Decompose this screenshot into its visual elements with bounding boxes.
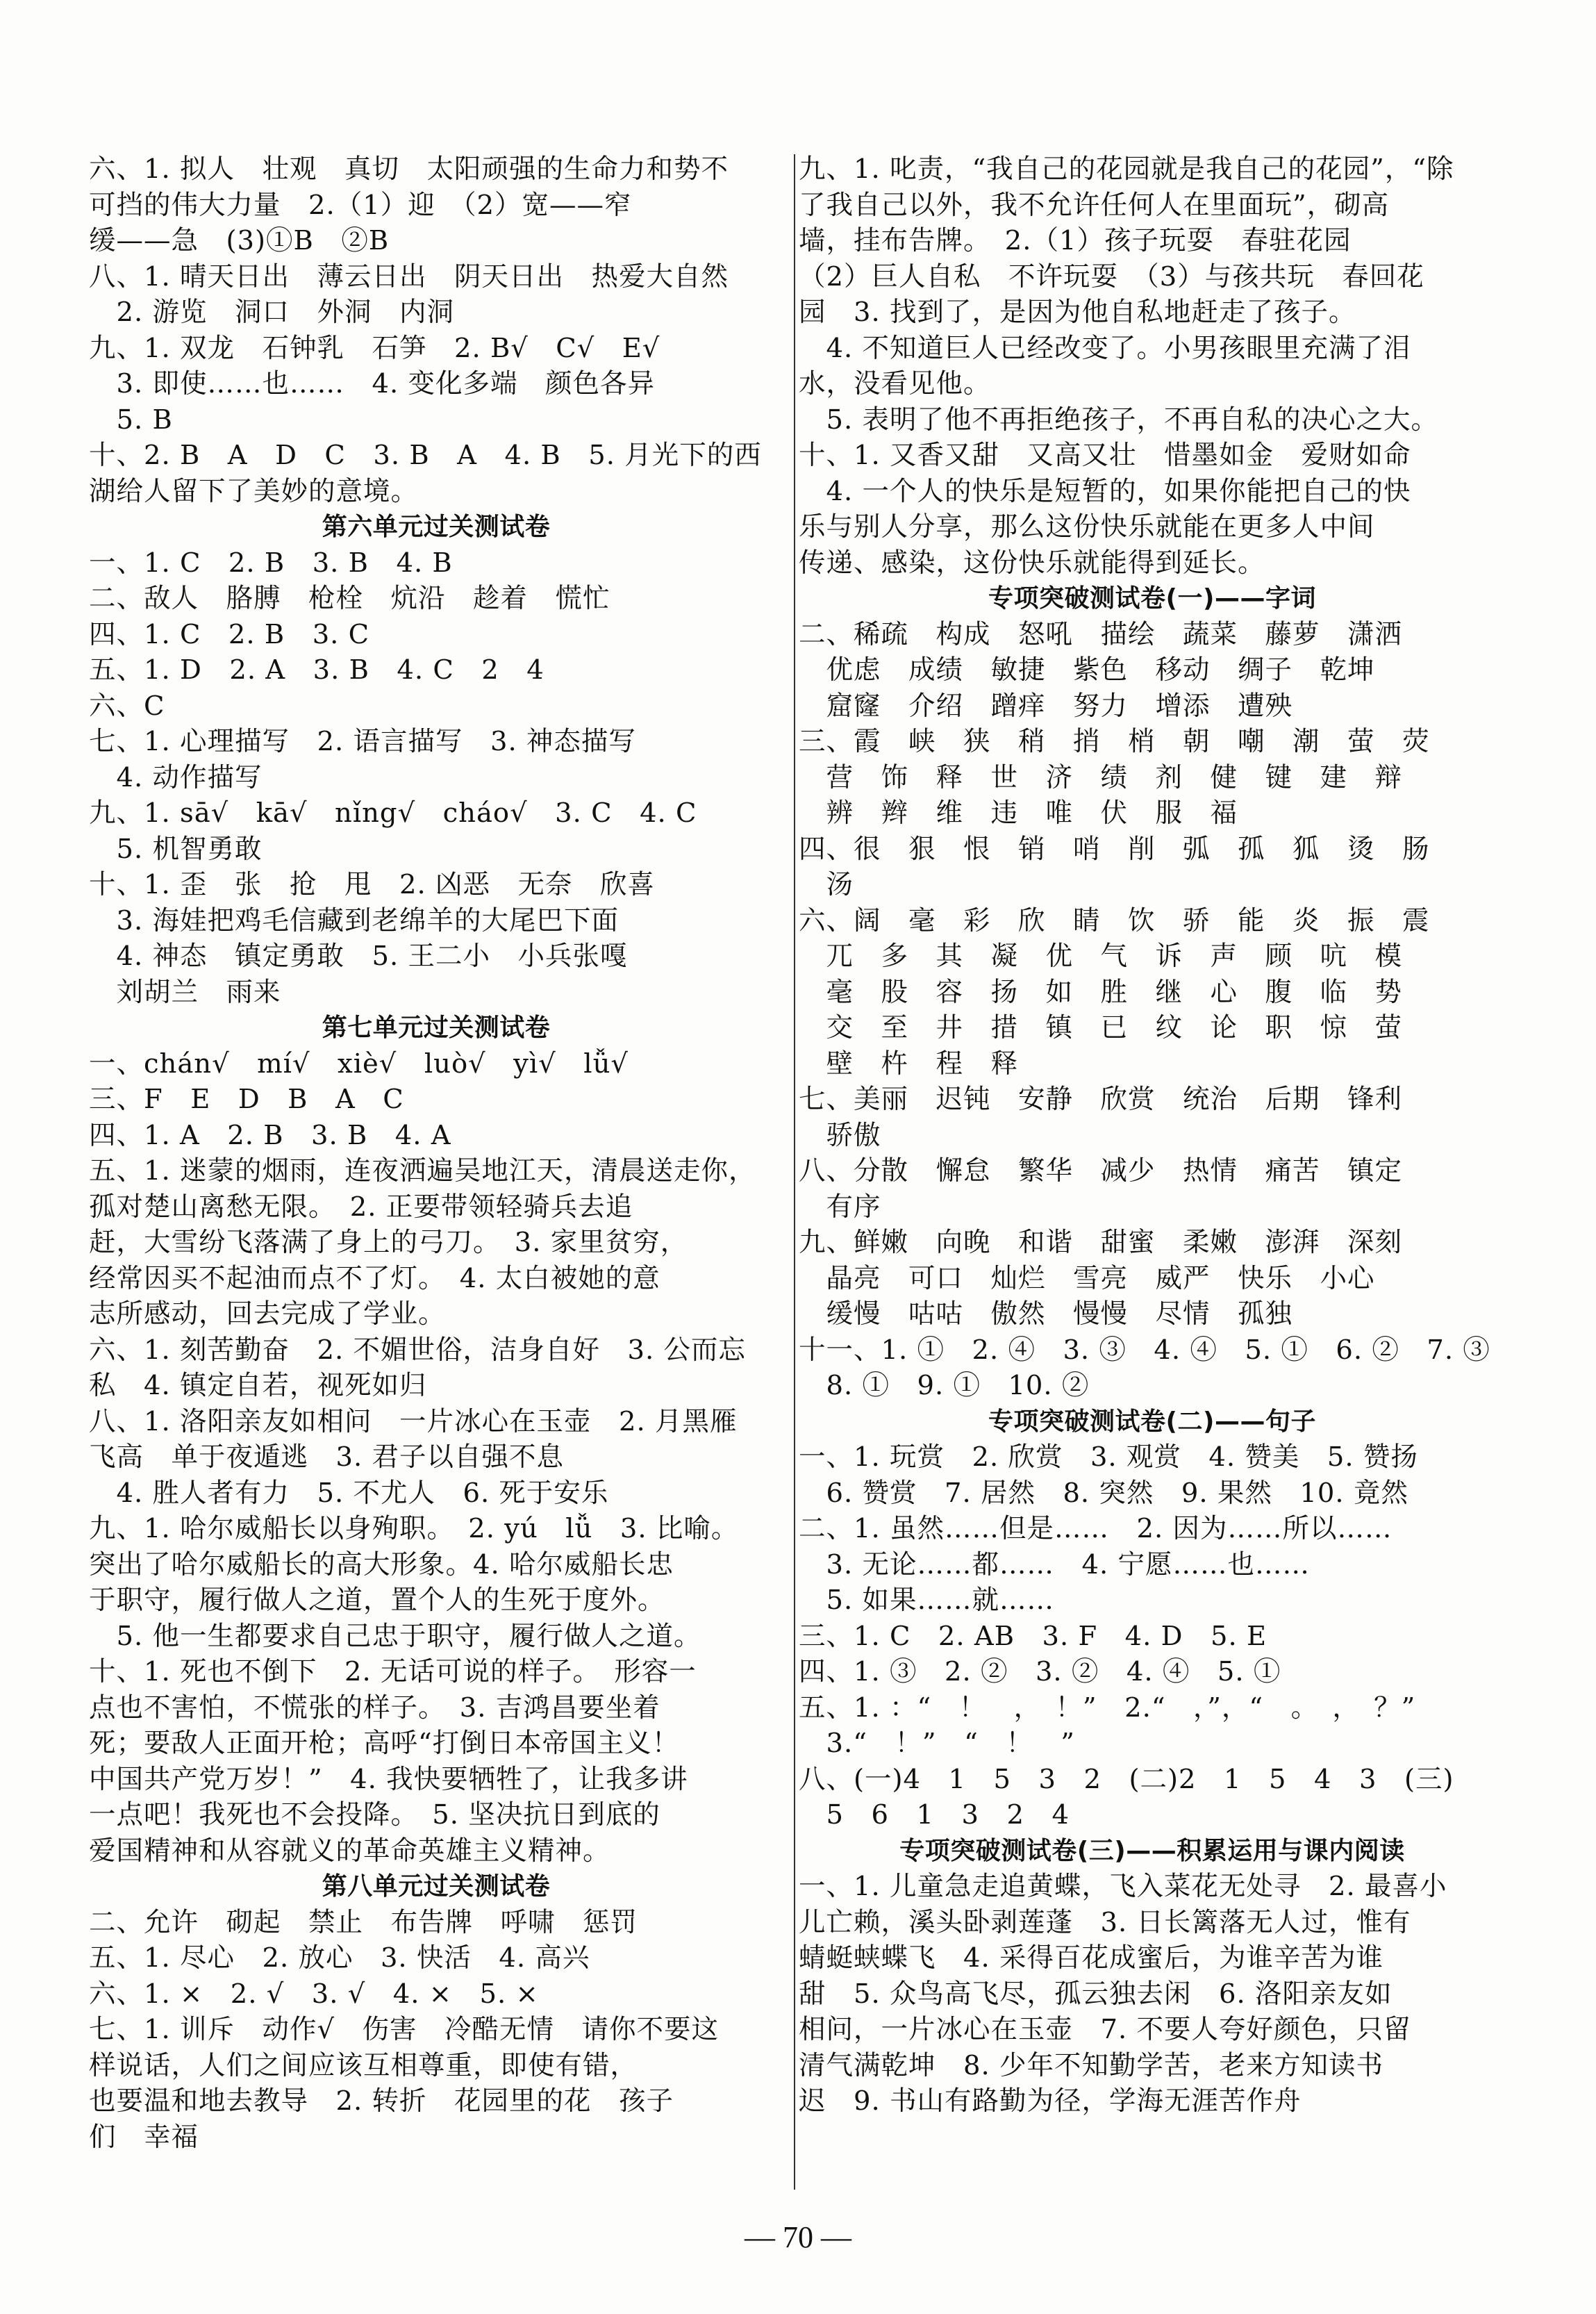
answer-line: 4. 胜人者有力 5. 不尤人 6. 死于安乐 (89, 1477, 609, 1509)
answer-line: 志所感动，回去完成了学业。 (89, 1298, 446, 1330)
answer-line: 窟窿 介绍 蹭痒 努力 增添 遭殃 (799, 690, 1293, 722)
answer-line: 样说话，人们之间应该互相尊重，即使有错， (89, 2049, 638, 2081)
answer-line: 相问，一片冰心在玉壶 7. 不要人夸好颜色，只留 (799, 2014, 1411, 2045)
answer-line: 经常因买不起油而点不了灯。 4. 太白被她的意 (89, 1262, 660, 1294)
answer-line: 5. 机智勇敢 (89, 833, 263, 865)
answer-line: 六、1. 拟人 壮观 真切 太阳顽强的生命力和势不 (89, 154, 729, 185)
answer-line: 突出了哈尔威船长的高大形象。4. 哈尔威船长忠 (89, 1548, 674, 1580)
answer-line: 三、霞 峡 狭 稍 捎 梢 朝 嘲 潮 萤 荧 (799, 726, 1430, 757)
page-number: — 70 — (745, 2220, 851, 2254)
answer-line: 一、1. 玩赏 2. 欣赏 3. 观赏 4. 赞美 5. 赞扬 (799, 1441, 1418, 1473)
answer-line: 九、1. sā√ kā√ nǐng√ cháo√ 3. C 4. C (89, 797, 697, 829)
answer-line: 优虑 成绩 敏捷 紫色 移动 绸子 乾坤 (799, 654, 1375, 686)
section-heading: 专项突破测试卷(三)——积累运用与课内阅读 (899, 1836, 1405, 1865)
answer-line: 4. 一个人的快乐是短暂的，如果你能把自己的快 (799, 475, 1411, 507)
answer-line: 晶亮 可口 灿烂 雪亮 威严 快乐 小心 (799, 1262, 1375, 1294)
answer-line: 8. ① 9. ① 10. ② (799, 1370, 1090, 1401)
section-heading: 第七单元过关测试卷 (322, 1014, 551, 1042)
answer-line: 6. 赞赏 7. 居然 8. 突然 9. 果然 10. 竟然 (799, 1477, 1408, 1509)
answer-line: 三、1. C 2. AB 3. F 4. D 5. E (799, 1620, 1267, 1652)
answer-line: 骄傲 (799, 1119, 881, 1151)
answer-line: 孤对楚山离愁无限。 2. 正要带领轻骑兵去追 (89, 1191, 633, 1223)
right-column (799, 151, 1506, 2119)
answer-line: 四、很 狠 恨 销 哨 削 弧 孤 狐 烫 肠 (799, 833, 1430, 865)
answer-line: 缓慢 咕咕 傲然 慢慢 尽情 孤独 (799, 1298, 1293, 1330)
answer-line: 二、允许 砌起 禁止 布告牌 呼啸 惩罚 (89, 1906, 638, 1938)
answer-line: 八、(一)4 1 5 3 2 (二)2 1 5 4 3 (三) (799, 1763, 1454, 1795)
answer-line: 九、1. 双龙 石钟乳 石笋 2. B√ C√ E√ (89, 332, 660, 364)
answer-line: 中国共产党万岁！” 4. 我快要牺牲了，让我多讲 (89, 1763, 688, 1795)
answer-line: 十、1. 又香又甜 又高又壮 惜墨如金 爱财如命 (799, 440, 1411, 471)
answer-line: （2）巨人自私 不许玩耍 （3）与孩共玩 春回花 (799, 261, 1424, 292)
answer-line: 七、美丽 迟钝 安静 欣赏 统治 后期 锋利 (799, 1084, 1403, 1115)
answer-line: 交 至 井 措 镇 已 纹 论 职 惊 萤 (799, 1012, 1403, 1043)
answer-line: 七、1. 心理描写 2. 语言描写 3. 神态描写 (89, 726, 636, 757)
answer-line: 赶，大雪纷飞落满了身上的弓刀。 3. 家里贫穷， (89, 1227, 688, 1258)
answer-line: 壁 杵 程 释 (799, 1048, 1019, 1080)
answer-line: 四、1. A 2. B 3. B 4. A (89, 1119, 451, 1151)
answer-line: 五、1. ：“ ！ ， ！” 2.“ ，”，“ 。 ， ？” (799, 1692, 1416, 1724)
column-divider (794, 154, 795, 2190)
answer-line: 十、1. 歪 张 抢 甩 2. 凶恶 无奈 欣喜 (89, 869, 655, 900)
answer-line: 一、chán√ mí√ xiè√ luò√ yì√ lǚ√ (89, 1048, 629, 1080)
answer-line: 3.“ ！” “ ！ ” (799, 1728, 1075, 1759)
answer-line: 水，没看见他。 (799, 368, 991, 399)
answer-line: 二、敌人 胳膊 枪栓 炕沿 趁着 慌忙 (89, 583, 610, 614)
answer-line: 甜 5. 众鸟高飞尽，孤云独去闲 6. 洛阳亲友如 (799, 1978, 1393, 2010)
answer-line: 六、1. × 2. √ 3. √ 4. × 5. × (89, 1978, 539, 2010)
answer-line: 一、1. 儿童急走追黄蝶，飞入菜花无处寻 2. 最喜小 (799, 1871, 1447, 1902)
answer-line: 点也不害怕，不慌张的样子。 3. 吉鸿昌要坐着 (89, 1692, 660, 1724)
answer-line: 缓——急 (3)①B ②B (89, 225, 390, 256)
answer-line: 3. 海娃把鸡毛信藏到老绵羊的大尾巴下面 (89, 904, 619, 936)
answer-line: 六、阔 毫 彩 欣 睛 饮 骄 能 炎 振 震 (799, 904, 1430, 936)
answer-line: 六、1. 刻苦勤奋 2. 不媚世俗，洁身自好 3. 公而忘 (89, 1334, 746, 1366)
answer-line: 刘胡兰 雨来 (89, 976, 281, 1008)
section-heading: 第六单元过关测试卷 (322, 513, 551, 541)
answer-line: 们 幸福 (89, 2121, 199, 2153)
answer-line: 辨 辫 维 违 唯 伏 服 福 (799, 797, 1238, 829)
answer-line: 四、1. C 2. B 3. C (89, 618, 370, 650)
answer-line: 有序 (799, 1191, 881, 1223)
answer-line: 五、1. D 2. A 3. B 4. C 2 4 (89, 654, 545, 686)
answer-line: 一点吧！我死也不会投降。 5. 坚决抗日到底的 (89, 1799, 660, 1830)
answer-line: 5. B (89, 404, 173, 436)
answer-line: 九、1. 哈尔威船长以身殉职。 2. yú lǚ 3. 比喻。 (89, 1513, 739, 1544)
section-heading: 专项突破测试卷(一)——字词 (988, 584, 1316, 613)
answer-line: 二、1. 虽然……但是…… 2. 因为……所以…… (799, 1513, 1393, 1544)
answer-line: 5. 表明了他不再拒绝孩子，不再自私的决心之大。 (799, 404, 1438, 436)
answer-line: 四、1. ③ 2. ② 3. ② 4. ④ 5. ① (799, 1656, 1281, 1687)
answer-line: 也要温和地去教导 2. 转折 花园里的花 孩子 (89, 2085, 674, 2117)
answer-line: 蜻蜓蛱蝶飞 4. 采得百花成蜜后，为谁辛苦为谁 (799, 1942, 1383, 1974)
answer-line: 清气满乾坤 8. 少年不知勤学苦，老来方知读书 (799, 2049, 1383, 2081)
answer-line: 六、C (89, 690, 165, 722)
answer-line: 3. 无论……都…… 4. 宁愿……也…… (799, 1548, 1310, 1580)
answer-line: 八、1. 洛阳亲友如相问 一片冰心在玉壶 2. 月黑雁 (89, 1405, 738, 1437)
answer-line: 4. 不知道巨人已经改变了。小男孩眼里充满了泪 (799, 332, 1411, 364)
answer-line: 迟 9. 书山有路勤为径，学海无涯苦作舟 (799, 2085, 1302, 2117)
answer-line: 儿亡赖，溪头卧剥莲蓬 3. 日长篱落无人过，惟有 (799, 1906, 1411, 1938)
answer-line: 4. 动作描写 (89, 761, 263, 793)
answer-line: 湖给人留下了美妙的意境。 (89, 475, 419, 507)
answer-line: 于职守，履行做人之道，置个人的生死于度外。 (89, 1585, 665, 1616)
answer-line: 十一、1. ① 2. ④ 3. ③ 4. ④ 5. ① 6. ② 7. ③ (799, 1334, 1490, 1366)
answer-line: 毫 股 容 扬 如 胜 继 心 腹 临 势 (799, 976, 1403, 1008)
answer-line: 可挡的伟大力量 2.（1）迎 （2）宽——窄 (89, 189, 632, 221)
answer-line: 十、1. 死也不倒下 2. 无话可说的样子。 形容一 (89, 1656, 697, 1687)
answer-line: 5. 他一生都要求自己忠于职守，履行做人之道。 (89, 1620, 701, 1652)
answer-line: 兀 多 其 凝 优 气 诉 声 顾 吭 模 (799, 941, 1403, 972)
answer-line: 八、1. 晴天日出 薄云日出 阴天日出 热爱大自然 (89, 261, 729, 292)
left-column (89, 151, 783, 2155)
answer-line: 八、分散 懈怠 繁华 减少 热情 痛苦 镇定 (799, 1155, 1403, 1187)
answer-line: 3. 即使……也…… 4. 变化多端 颜色各异 (89, 368, 655, 399)
section-heading: 专项突破测试卷(二)——句子 (988, 1407, 1316, 1436)
answer-line: 营 饰 释 世 济 绩 剂 健 键 建 辩 (799, 761, 1403, 793)
answer-line: 死；要敌人正面开枪；高呼“打倒日本帝国主义！ (89, 1728, 680, 1759)
answer-line: 墙，挂布告牌。 2.（1）孩子玩耍 春驻花园 (799, 225, 1352, 256)
answer-line: 二、稀疏 构成 怒吼 描绘 蔬菜 藤萝 潇洒 (799, 618, 1403, 650)
answer-line: 五、1. 尽心 2. 放心 3. 快活 4. 高兴 (89, 1942, 590, 1974)
answer-line: 汤 (799, 869, 854, 900)
answer-line: 九、1. 叱责，“我自己的花园就是我自己的花园”，“除 (799, 154, 1454, 185)
answer-line: 十、2. B A D C 3. B A 4. B 5. 月光下的西 (89, 440, 762, 471)
answer-line: 4. 神态 镇定勇敢 5. 王二小 小兵张嘎 (89, 941, 628, 972)
answer-line: 园 3. 找到了，是因为他自私地赶走了孩子。 (799, 297, 1356, 328)
answer-line: 2. 游览 洞口 外洞 内洞 (89, 297, 454, 328)
section-heading: 第八单元过关测试卷 (322, 1872, 551, 1901)
answer-line: 九、鲜嫩 向晚 和谐 甜蜜 柔嫩 澎湃 深刻 (799, 1227, 1403, 1258)
answer-line: 乐与别人分享，那么这份快乐就能在更多人中间 (799, 511, 1375, 543)
answer-line: 一、1. C 2. B 3. B 4. B (89, 547, 453, 579)
answer-line: 爱国精神和从容就义的革命英雄主义精神。 (89, 1835, 610, 1867)
answer-line: 私 4. 镇定自若，视死如归 (89, 1370, 427, 1401)
answer-line: 七、1. 训斥 动作√ 伤害 冷酷无情 请你不要这 (89, 2014, 720, 2045)
answer-line: 5 6 1 3 2 4 (799, 1799, 1070, 1830)
answer-line: 三、F E D B A C (89, 1084, 404, 1115)
answer-line: 飞高 单于夜遁逃 3. 君子以自强不息 (89, 1441, 564, 1473)
answer-line: 五、1. 迷蒙的烟雨，连夜洒遍吴地江天，清晨送走你， (89, 1155, 756, 1187)
answer-line: 5. 如果……就…… (799, 1585, 1054, 1616)
answer-line: 了我自己以外，我不允许任何人在里面玩”，砌高 (799, 189, 1390, 221)
answer-line: 传递、感染，这份快乐就能得到延长。 (799, 547, 1265, 579)
